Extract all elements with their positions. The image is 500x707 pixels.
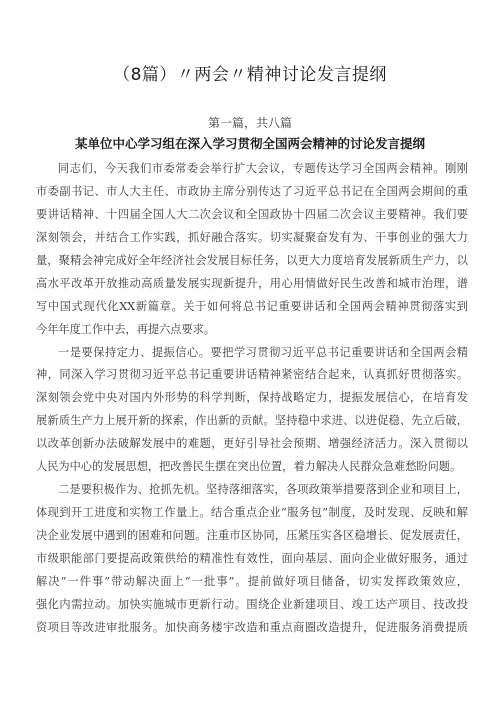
body-line: 量，聚精会神完成好全年经济社会发展目标任务，以更大力度培育发展新质生产力，以 [36,253,468,267]
body-line: 体现到开工进度和实物工作量上。结合重点企业“服务包”制度，及时发现、反映和解 [36,506,468,520]
body-line: 强化内需拉动。加快实施城市更新行动。围绕企业新建项目、竣工达产项目、技改投 [36,597,468,611]
body-line: 同志们，今天我们市委常委会举行扩大会议，专题传达学习全国两会精神。刚刚 [58,162,468,175]
body-line: 市级职能部门要提高政策供给的精准性有效性，面向基层、面向企业做好服务，通过 [36,551,468,565]
body-line: 市委副书记、市人大主任、市政协主席分别传达了习近平总书记在全国两会期间的重 [36,184,468,198]
document-body [36,158,468,640]
part-heading: 第一篇，共八篇 [207,116,292,130]
body-line: 深刻领会党中央对国内外形势的科学判断，保持战略定力，提振发展信心，在培育发 [36,391,468,405]
body-line: 神，同深入学习贯彻习近平总书记重要讲话精神紧密结合起来，认真抓好贯彻落实。 [36,368,468,382]
body-line: 今年年度工作中去，再提六点要求。 [36,322,216,336]
body-line: 高水平改革开放推动高质量发展实现新提升，用心用情做好民生改善和城市治理，谱 [36,276,468,290]
body-line: 写中国式现代化XX新篇章。关于如何将总书记重要讲话和全国两会精神贯彻落实到 [36,299,468,313]
body-line: 资项目等改进审批服务。加快商务楼宇改造和重点商圈改造提升，促进服务消费提质 [36,620,468,634]
body-line: 要讲话精神、十四届全国人大二次会议和全国政协十四届二次会议主要精神。我们要 [36,207,468,221]
section-title: 某单位中心学习组在深入学习贯彻全国两会精神的讨论发言提纲 [74,136,425,151]
body-line: 二是要积极作为、抢抓先机。坚持落细落实，各项政策举措要落到企业和项目上， [58,483,468,497]
document-title: （8篇）〃两会〃精神讨论发言提纲 [113,65,387,85]
body-line: 解决“一件事”带动解决面上“一批事”。提前做好项目储备，切实发挥政策效应， [36,574,468,588]
body-line: 以改革创新办法破解发展中的难题，更好引导社会预期、增强经济活力。深入贯彻以 [36,437,468,451]
body-line: 人民为中心的发展思想，把改善民生摆在突出位置，着力解决人民群众急难愁盼问题。 [36,460,462,474]
body-line: 深刻领会，并结合工作实践，抓好融合落实。切实凝聚奋发有为、干事创业的强大力 [36,230,468,244]
body-line: 一是要保持定力、提振信心。要把学习贯彻习近平总书记重要讲话和全国两会精 [58,345,468,359]
body-line: 展新质生产力上展开新的探索，作出新的贡献。坚持稳中求进、以进促稳、先立后破， [36,414,468,428]
body-line: 决企业发展中遇到的困难和问题。注重市区协同，压紧压实各区稳增长、促发展责任， [36,529,468,542]
